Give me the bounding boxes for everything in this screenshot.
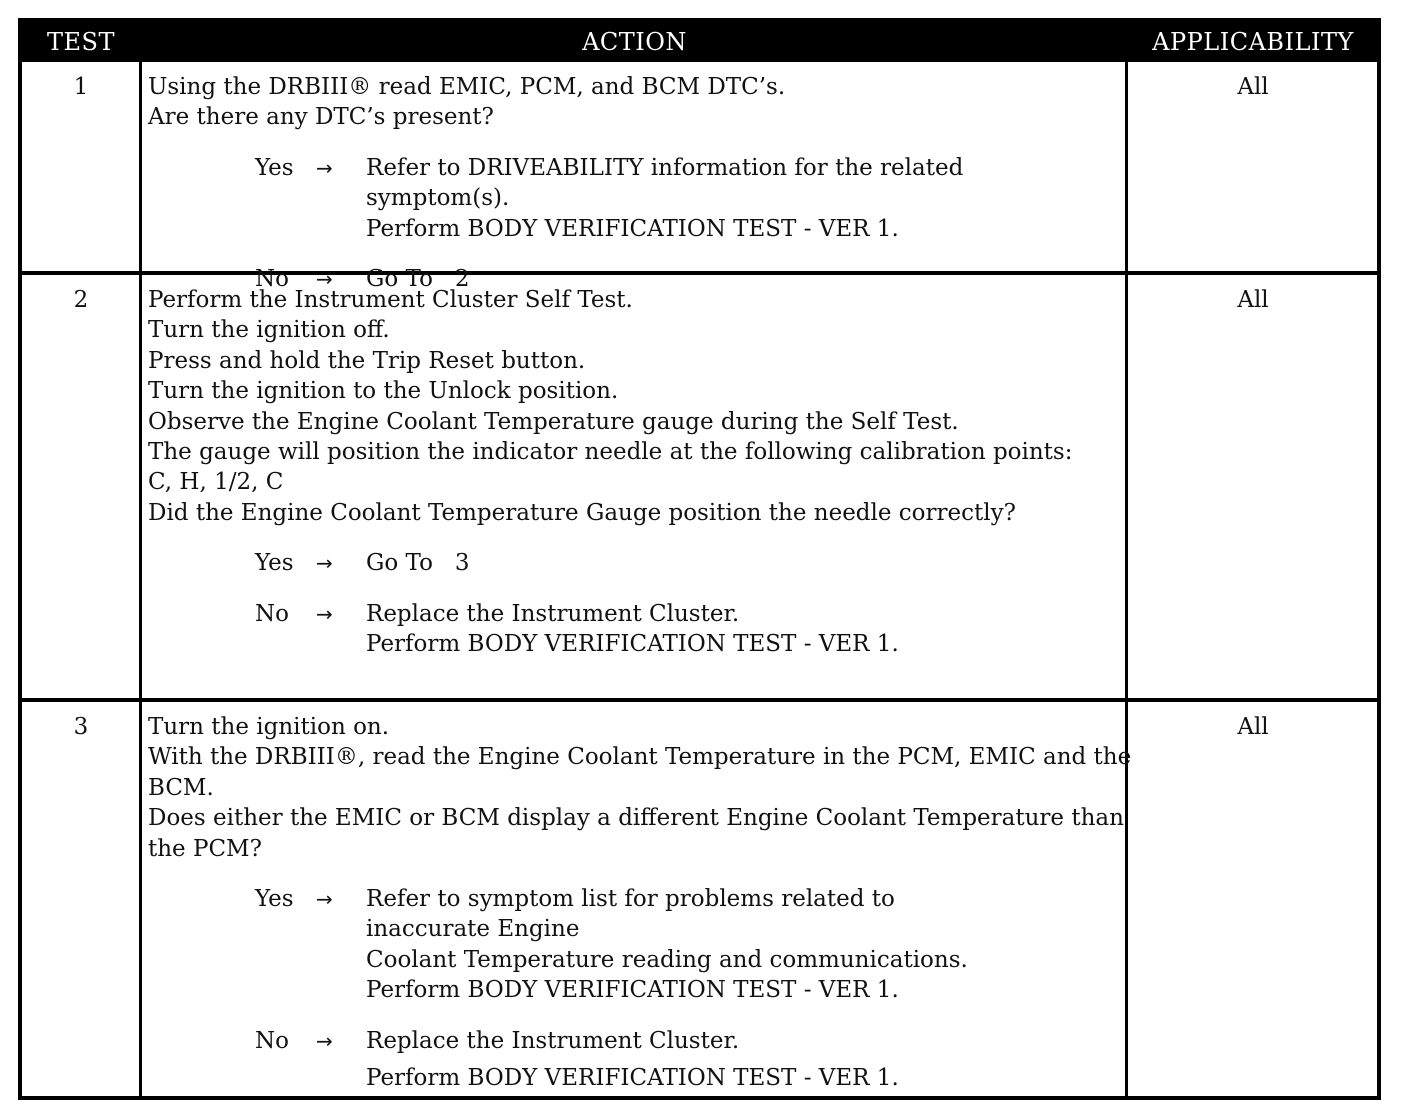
arrow-right-icon: → (316, 887, 333, 912)
arrow-right-icon: → (316, 267, 333, 292)
arrow-right-icon: → (316, 601, 333, 626)
test-number: 2 (73, 287, 89, 313)
action-line: the PCM? (148, 835, 262, 862)
response-line: Perform BODY VERIFICATION TEST - VER 1. (366, 1065, 899, 1092)
action-line: Press and hold the Trip Reset button. (148, 347, 586, 374)
response-line: Go To 3 (366, 550, 470, 577)
yes-label: Yes (255, 154, 294, 181)
action-line: C, H, 1/2, C (148, 469, 284, 496)
response-line: Perform BODY VERIFICATION TEST - VER 1. (366, 977, 899, 1004)
yes-response (148, 884, 1123, 1006)
action-cell (148, 285, 1123, 659)
yes-response (148, 153, 1123, 244)
table-row (22, 62, 1377, 293)
action-line: The gauge will position the indicator needle at the following calibration points: (148, 439, 1073, 466)
header-test: TEST (47, 28, 115, 56)
response-line: Perform BODY VERIFICATION TEST - VER 1. (366, 631, 899, 658)
action-line: Perform the Instrument Cluster Self Test. (148, 287, 633, 313)
applicability-cell: All (1237, 714, 1269, 740)
action-line: Using the DRBIII® read EMIC, PCM, and BCM DTC’s. (148, 74, 786, 100)
no-label: No (255, 600, 289, 627)
arrow-right-icon: → (316, 551, 333, 576)
action-line: Did the Engine Coolant Temperature Gauge position the needle correctly? (148, 499, 1016, 526)
no-response (148, 599, 1123, 660)
table-row (22, 702, 1377, 1100)
yes-label: Yes (255, 550, 294, 577)
action-line: Observe the Engine Coolant Temperature gauge during the Self Test. (148, 408, 959, 435)
action-line: Turn the ignition to the Unlock position. (148, 378, 619, 405)
action-cell (148, 72, 1123, 294)
action-line: Does either the EMIC or BCM display a different Engine Coolant Temperature than (148, 805, 1124, 832)
no-label: No (255, 266, 289, 293)
response-line: Go To 2 (366, 266, 470, 293)
action-line: Are there any DTC’s present? (148, 104, 494, 131)
test-number: 1 (73, 74, 89, 100)
no-label: No (255, 1027, 289, 1054)
table-header (22, 22, 1377, 62)
applicability-cell: All (1237, 74, 1269, 100)
action-line: Turn the ignition on. (148, 714, 390, 740)
test-number: 3 (73, 714, 89, 740)
action-line: With the DRBIII®, read the Engine Coolant Temperature in the PCM, EMIC and the (148, 744, 1132, 771)
yes-response (148, 548, 1123, 578)
applicability-cell: All (1237, 287, 1269, 313)
diagnostic-test-table (18, 18, 1381, 1100)
response-line: Perform BODY VERIFICATION TEST - VER 1. (366, 215, 899, 242)
no-response (148, 1026, 1123, 1094)
action-line: Turn the ignition off. (148, 317, 390, 344)
response-line: Replace the Instrument Cluster. (366, 1027, 740, 1054)
arrow-right-icon: → (316, 155, 333, 180)
table-row (22, 275, 1377, 698)
action-line: BCM. (148, 774, 214, 801)
action-cell (148, 712, 1132, 1093)
yes-label: Yes (255, 886, 294, 913)
arrow-right-icon: → (316, 1028, 333, 1053)
response-line: Refer to DRIVEABILITY information for the related symptom(s). (366, 154, 964, 212)
response-line: Replace the Instrument Cluster. (366, 600, 740, 627)
response-line: Refer to symptom list for problems related to inaccurate Engine (366, 886, 895, 943)
header-action: ACTION (582, 28, 687, 56)
response-line: Coolant Temperature reading and communications. (366, 946, 968, 973)
header-applicability: APPLICABILITY (1152, 28, 1354, 56)
